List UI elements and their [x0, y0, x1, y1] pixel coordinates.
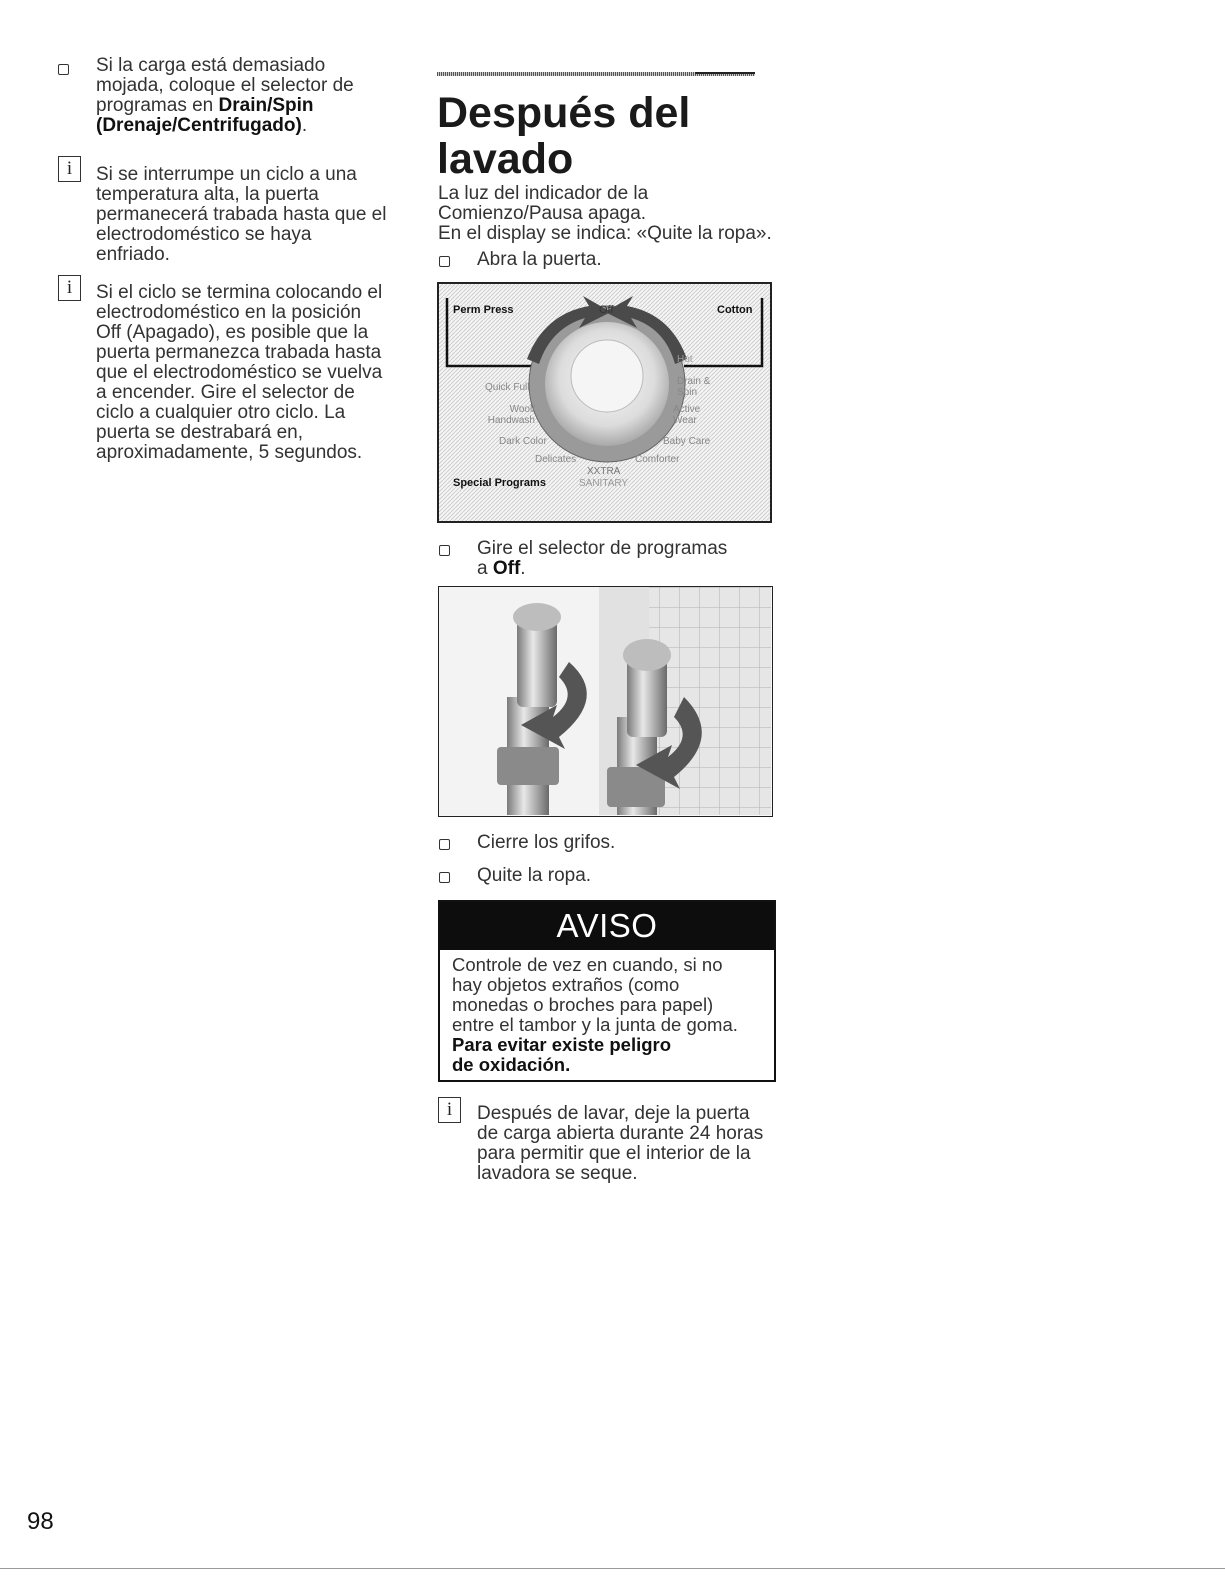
text-line: electrodoméstico en la posición [96, 302, 362, 323]
label-perm-press: Perm Press [453, 304, 514, 316]
label-wool-handwash: Wool/ Handwash [487, 404, 535, 426]
text-line: Si la carga está demasiado [96, 55, 326, 76]
label-special-programs: Special Programs [453, 477, 546, 489]
text-line: Comienzo/Pausa apaga. [438, 203, 647, 224]
label-xxtra: XXTRA [587, 466, 621, 477]
intro-text [438, 184, 798, 244]
page-number: 98 [27, 1508, 54, 1535]
text-line: a encender. Gire el selector de [96, 382, 355, 403]
section-heading [437, 90, 767, 182]
warning-emphasis: de oxidación. [452, 1054, 571, 1075]
label-hot: Hot [677, 354, 693, 365]
step-turn-off [477, 539, 777, 579]
left-item-drain [96, 56, 416, 136]
label-comforter: Comforter [635, 454, 680, 465]
label-quick-full: Quick Full [485, 382, 530, 393]
water-taps-illustration [439, 587, 771, 815]
heading-line: lavado [437, 135, 574, 183]
text-line: puerta se destrabará en, [96, 422, 304, 443]
step-close-taps: Cierre los grifos. [477, 832, 616, 853]
label-active-wear: Active Wear [673, 404, 701, 426]
info-icon: i [58, 275, 81, 301]
text-line: a Off. [477, 558, 526, 579]
footer-rule [0, 1568, 1225, 1569]
info-note-off-position [96, 283, 416, 463]
text-line: electrodoméstico se haya [96, 224, 312, 245]
text-line: permanecerá trabada hasta que el [96, 204, 387, 225]
step-open-door: Abra la puerta. [477, 249, 602, 270]
text-line: que el electrodoméstico se vuelva [96, 362, 383, 383]
label-drain-spin: Drain & Spin [677, 376, 711, 398]
text-line: temperatura alta, la puerta [96, 184, 319, 205]
checkbox-icon [439, 872, 450, 883]
text-line: enfriado. [96, 244, 170, 265]
label-baby-care: Baby Care [663, 436, 711, 447]
info-note-temperature [96, 165, 416, 265]
text-line: En el display se indica: «Quite la ropa». [438, 223, 772, 244]
text-line: hay objetos extraños (como [452, 974, 680, 995]
warning-emphasis: Para evitar existe peligro [452, 1034, 672, 1055]
text-line: Controle de vez en cuando, si no [452, 954, 723, 975]
program-dial-figure [437, 282, 772, 523]
warning-text [440, 950, 774, 1081]
text-line: mojada, coloque el selector de [96, 75, 354, 96]
text-line: lavadora se seque. [477, 1163, 638, 1184]
text-line: puerta permanezca trabada hasta [96, 342, 382, 363]
text-line: La luz del indicador de la [438, 183, 649, 204]
step-remove-laundry: Quite la ropa. [477, 865, 592, 886]
water-taps-figure [438, 586, 773, 817]
heading-line: Después del [437, 89, 691, 137]
text-line: Si se interrumpe un ciclo a una [96, 164, 357, 185]
text-line: monedas o broches para papel) [452, 994, 714, 1015]
text-line: Si el ciclo se termina colocando el [96, 282, 383, 303]
checkbox-icon [439, 839, 450, 850]
text-line: Gire el selector de programas [477, 538, 728, 559]
info-icon: i [58, 156, 81, 182]
checkbox-icon [439, 545, 450, 556]
text-line: entre el tambor y la junta de goma. [452, 1014, 738, 1035]
checkbox-icon [58, 64, 69, 75]
warning-title: AVISO [440, 902, 774, 950]
checkbox-icon [439, 256, 450, 267]
label-off: Off [599, 304, 614, 316]
text-line: para permitir que el interior de la [477, 1143, 751, 1164]
text-line: Después de lavar, deje la puerta [477, 1103, 750, 1124]
text-line: programas en Drain/Spin [96, 95, 314, 116]
label-dark-color: Dark Color [499, 436, 547, 447]
info-icon: i [438, 1097, 461, 1123]
warning-box [438, 900, 776, 1082]
text-line: Off (Apagado), es posible que la [96, 322, 369, 343]
text-line: (Drenaje/Centrifugado). [96, 115, 308, 136]
label-delicates: Delicates [535, 454, 577, 465]
text-line: de carga abierta durante 24 horas [477, 1123, 764, 1144]
text-line: ciclo a cualquier otro ciclo. La [96, 402, 346, 423]
info-note-door-open [477, 1104, 787, 1184]
heading-rule-thin [695, 72, 755, 74]
label-cotton: Cotton [717, 304, 753, 316]
label-sanitary: SANITARY [579, 478, 629, 489]
text-line: aproximadamente, 5 segundos. [96, 442, 363, 463]
